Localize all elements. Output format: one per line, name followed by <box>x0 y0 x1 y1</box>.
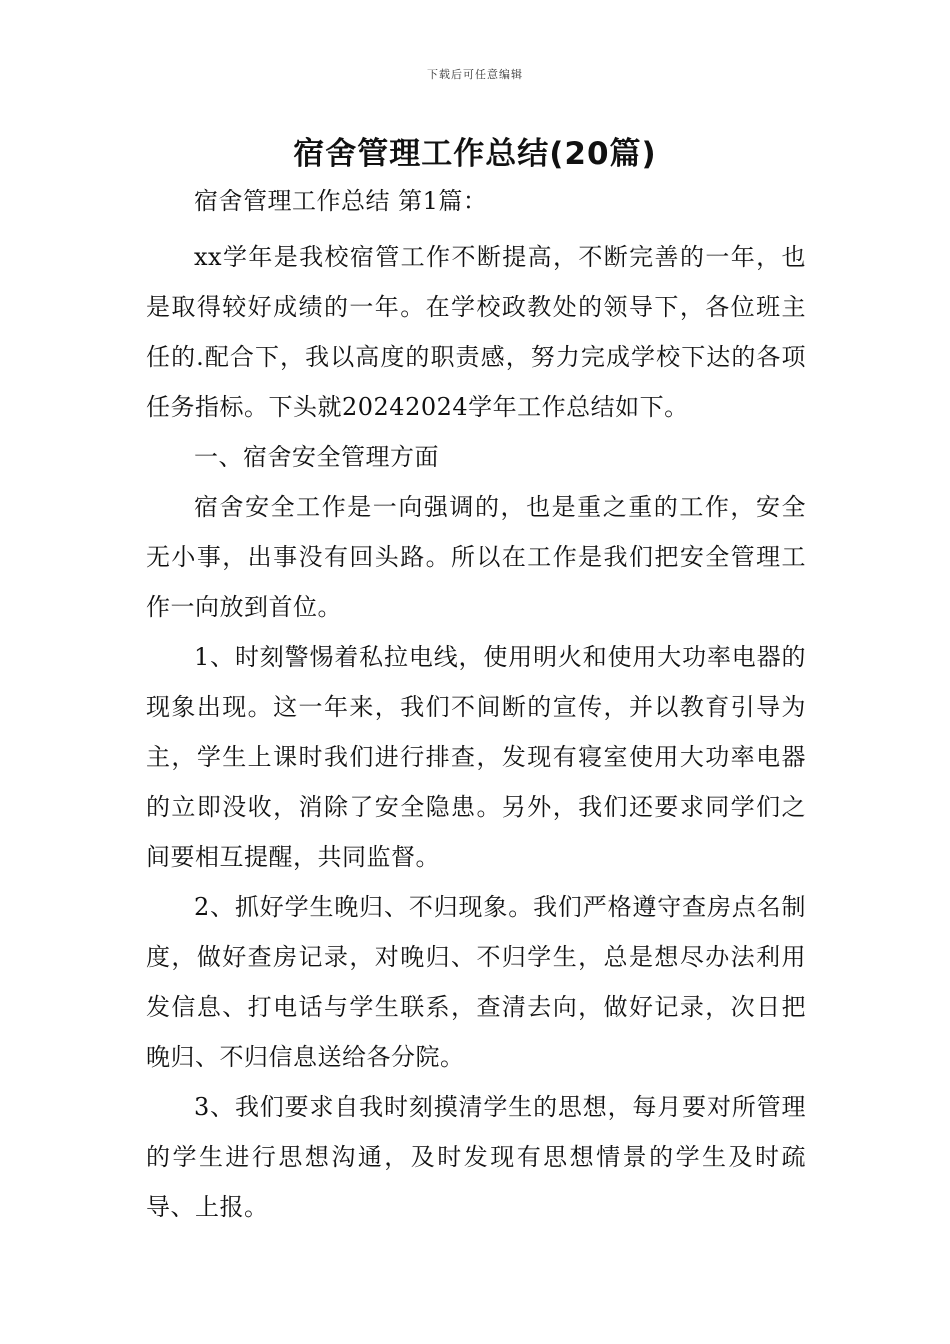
paragraph-safety: 宿舍安全工作是一向强调的，也是重之重的工作，安全无小事，出事没有回头路。所以在工作是我们把安全管理工作一向放到首位。 <box>146 493 806 621</box>
document-title: 宿舍管理工作总结(20篇) <box>293 136 657 172</box>
paragraph-item-1: 1、时刻警惕着私拉电线，使用明火和使用大功率电器的现象出现。这一年来，我们不间断的宣传，并以教育引导为主，学生上课时我们进行排查，发现有寝室使用大功率电器的立即没收，消除了安全隐患。另外，我们还要求同学们之间要相互提醒，共同监督。 <box>146 643 806 871</box>
section-heading-safety: 一、宿舍安全管理方面 <box>194 443 439 471</box>
section-heading-part-1: 宿舍管理工作总结 第1篇： <box>194 187 488 215</box>
paragraph-intro: xx学年是我校宿管工作不断提高，不断完善的一年，也是取得较好成绩的一年。在学校政教处的领导下，各位班主任的.配合下，我以高度的职责感，努力完成学校下达的各项任务指标。下头就20242024学年工作总结如下。 <box>146 243 806 421</box>
document-body <box>146 180 806 1232</box>
paragraph-item-3: 3、我们要求自我时刻摸清学生的思想，每月要对所管理的学生进行思想沟通，及时发现有思想情景的学生及时疏导、上报。 <box>146 1093 806 1221</box>
header-note: 下载后可任意编辑 <box>427 68 523 81</box>
paragraph-item-2: 2、抓好学生晚归、不归现象。我们严格遵守查房点名制度，做好查房记录，对晚归、不归学生，总是想尽办法利用发信息、打电话与学生联系，查清去向，做好记录，次日把晚归、不归信息送给各分院。 <box>146 893 806 1071</box>
